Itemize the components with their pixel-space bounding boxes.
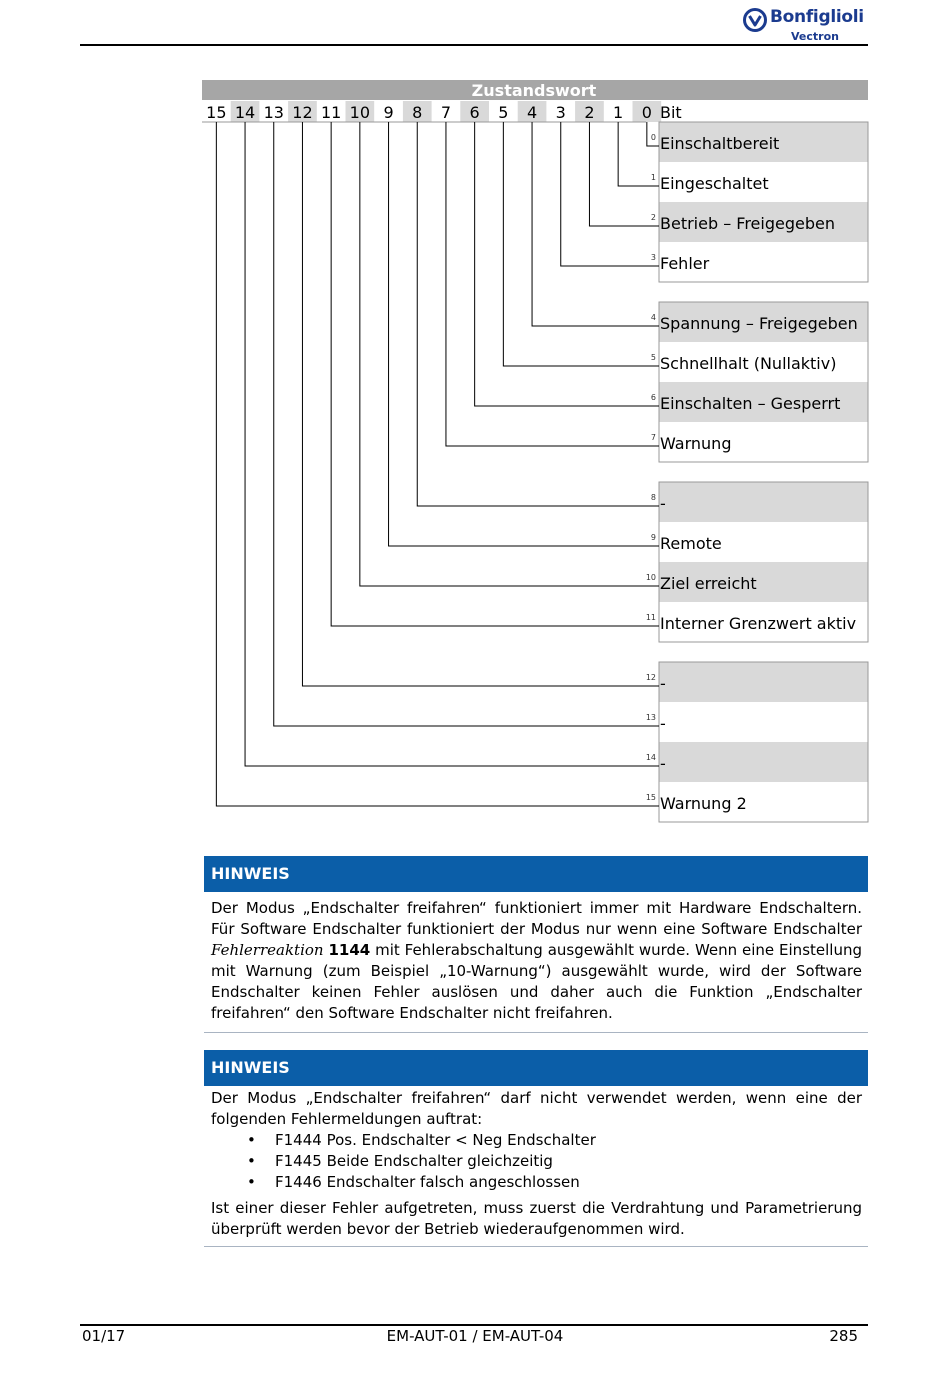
bit-connector-line [561,122,659,266]
bit-number: 13 [263,103,284,122]
bit-connector-line [216,122,659,806]
note-2-title: HINWEIS [204,1050,868,1086]
bit-connector-line [446,122,659,446]
bit-number: 5 [498,103,509,122]
note-1-text-1: Der Modus „Endschalter freifahren“ funktioniert immer mit Hardware Endschaltern. Für Software Endschalter funktioniert der Modus nur wenn eine Software Endschalter [211,899,862,938]
bit-label: Bit [660,103,682,122]
bit-number: 14 [234,103,256,122]
footer-page-number: 285 [829,1327,858,1345]
error-list-item: • F1445 Beide Endschalter gleichzeitig [275,1151,862,1172]
bit-index-small: 13 [645,713,656,722]
bit-index-small: 5 [650,353,656,362]
note-2-body [204,1086,868,1247]
note-2-outro: Ist einer dieser Fehler aufgetreten, muss zuerst die Verdrahtung und Parametrierung überprüft werden bevor der Betrieb wiederaufgenommen wird. [211,1199,862,1238]
bit-index-small: 15 [645,793,656,802]
diagram-title: Zustandswort [471,81,597,100]
bit-index-small: 11 [645,613,656,622]
bit-number: 11 [320,103,342,122]
bit-description: Ziel erreicht [660,574,757,593]
bit-description: - [660,754,666,773]
bit-number: 15 [206,103,227,122]
bit-number: 0 [641,103,652,122]
footer-date: 01/17 [82,1327,126,1345]
bit-number: 4 [526,103,538,122]
bit-connector-line [503,122,659,366]
bit-index-small: 7 [650,433,656,442]
bit-index-small: 9 [650,533,656,542]
brand-name: Bonfiglioli [770,7,864,27]
bit-index-small: 6 [650,393,656,402]
bit-index-small: 10 [645,573,656,582]
bit-index-small: 0 [650,133,656,142]
bit-description: Betrieb – Freigegeben [660,214,835,233]
note-2 [204,1050,868,1247]
brand-sub: Vectron [791,30,839,43]
bit-row-shade [659,662,868,702]
bit-number: 3 [555,103,566,122]
bit-connector-line [417,122,659,506]
bit-index-small: 4 [650,313,656,322]
bit-connector-line [589,122,659,226]
footer-doc-id: EM-AUT-01 / EM-AUT-04 [386,1327,564,1345]
bit-connector-line [532,122,659,326]
bit-row-shade [659,482,868,522]
bit-number: 1 [613,103,624,122]
error-list-item: • F1444 Pos. Endschalter < Neg Endschalter [275,1130,862,1151]
bit-number: 10 [349,103,371,122]
bit-description: Interner Grenzwert aktiv [660,614,857,633]
bit-number: 12 [292,103,313,122]
bit-description: Einschalten – Gesperrt [660,394,841,413]
bit-description: Warnung [660,434,732,453]
error-list-item: • F1446 Endschalter falsch angeschlossen [275,1172,862,1193]
bit-number: 7 [440,103,452,122]
param-number: 1144 [328,941,371,959]
footer-rule [80,1324,868,1326]
bit-index-small: 12 [645,673,656,682]
bit-description: Spannung – Freigegeben [660,314,858,333]
bit-description: Fehler [660,254,710,273]
bit-description: - [660,674,666,693]
bit-number: 8 [412,103,423,122]
note-2-intro: Der Modus „Endschalter freifahren“ darf nicht verwendet werden, wenn eine der folgenden Fehlermeldungen auftrat: [211,1089,862,1128]
error-list [211,1130,862,1193]
bit-description: Eingeschaltet [660,174,769,193]
bit-index-small: 1 [650,173,656,182]
bit-index-small: 14 [645,753,656,762]
bit-description: Remote [660,534,722,553]
bit-number: 9 [383,103,394,122]
bit-index-small: 3 [650,253,656,262]
bit-connector-line [331,122,659,626]
bit-connector-line [360,122,659,586]
bit-index-small: 2 [650,213,656,222]
note-1-body [204,892,868,1033]
bit-description: Einschaltbereit [660,134,780,153]
bit-description: - [660,494,666,513]
bit-number: 2 [584,103,595,122]
bit-index-small: 8 [650,493,656,502]
bit-row-shade [659,742,868,782]
param-name: Fehlerreaktion [211,941,324,959]
bit-connector-line [245,122,659,766]
note-1-title: HINWEIS [204,856,868,892]
bit-number: 6 [469,103,480,122]
bit-connector-line [302,122,659,686]
note-1 [204,856,868,1033]
bit-connector-line [475,122,659,406]
bit-description: Schnellhalt (Nullaktiv) [660,354,837,373]
note-1-text-2: mit Fehlerabschaltung ausgewählt wurde. Wenn eine Einstellung mit Warnung (zum Beispiel „10-Warnung“) ausgewählt wurde, wird der Software Endschalter keinen Fehler auslösen und daher auch die Funktion „Endschalter freifahren“ den Software Endschalter nicht freifahren. [211,941,862,1022]
bit-description: Warnung 2 [660,794,747,813]
bit-description: - [660,714,666,733]
